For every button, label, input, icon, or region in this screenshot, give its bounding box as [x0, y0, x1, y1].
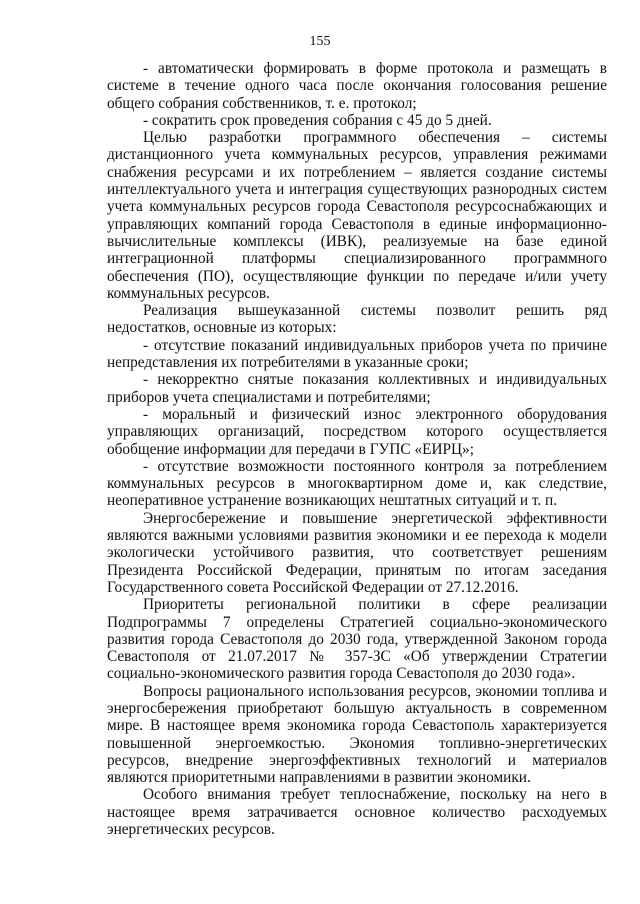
paragraph-7: - моральный и физический износ электронного оборудования управляющих организаций, посредством которого осуществляется обобщение информации для передачи в ГУПС «ЕИРЦ»; [107, 405, 607, 458]
paragraph-12: Особого внимания требует теплоснабжение, поскольку на него в настоящее время затрачивается основное количество расходуемых энергетических ресурсов. [107, 786, 607, 839]
paragraph-3: Целью разработки программного обеспечения – системы дистанционного учета коммунальных ресурсов, управления режимами снабжения ресурсами и их потреблением – является создание системы интеллектуального учета и интеграция существующих разнородных систем учета коммунальных ресурсов города Севастополя ресурсоснабжающих и управляющих компаний города Севастополя в единые информационно-вычислительные комплексы (ИВК), реализуемые на базе единой интеграционной платформы специализированного программного обеспечения (ПО), осуществляющие функции по передаче и/или учету коммунальных ресурсов. [107, 129, 607, 302]
paragraph-9: Энергосбережение и повышение энергетической эффективности являются важными условиями развития экономики и ее перехода к модели экологически устойчивого развития, что соответствует решениям Президента Российской Федерации, принятым по итогам заседания Государственного совета Российской Федерации от 27.12.2016. [107, 509, 607, 596]
paragraph-5: - отсутствие показаний индивидуальных приборов учета по причине непредставления их потребителями в указанные сроки; [107, 336, 607, 372]
paragraph-2: - сократить срок проведения собрания с 45 до 5 дней. [143, 111, 492, 129]
paragraph-11: Вопросы рационального использования ресурсов, экономии топлива и энергосбережения приобретают большую актуальность в современном мире. В настоящее время экономика города Севастополь характеризуется повышенной энергоемкостью. Экономия топливно-энергетических ресурсов, внедрение энергоэффективных технологий и материалов являются приоритетными направлениями в развитии экономики. [107, 682, 607, 787]
paragraph-4: Реализация вышеуказанной системы позволит решить ряд недостатков, основные из которых: [107, 302, 607, 337]
page-number: 155 [309, 34, 331, 49]
paragraph-6: - некорректно снятые показания коллективных и индивидуальных приборов учета специалистами и потребителями; [107, 371, 607, 406]
paragraph-10: Приоритеты региональной политики в сфере реализации Подпрограммы 7 определены Стратегией социально-экономического развития города Севастополя до 2030 года, утвержденной Законом города Севастополя от 21.07.2017 № 357-ЗС «Об утверждении Стратегии социально-экономического развития города Севастополя до 2030 года». [107, 596, 607, 683]
page-body [107, 60, 607, 838]
paragraph-1: - автоматически формировать в форме протокола и размещать в системе в течение одного часа после окончания голосования решение общего собрания собственников, т. е. протокол; [107, 60, 607, 112]
paragraph-8: - отсутствие возможности постоянного контроля за потреблением коммунальных ресурсов в многоквартирном доме и, как следствие, неоперативное устранение возникающих нештатных ситуаций и т. п. [107, 457, 607, 510]
